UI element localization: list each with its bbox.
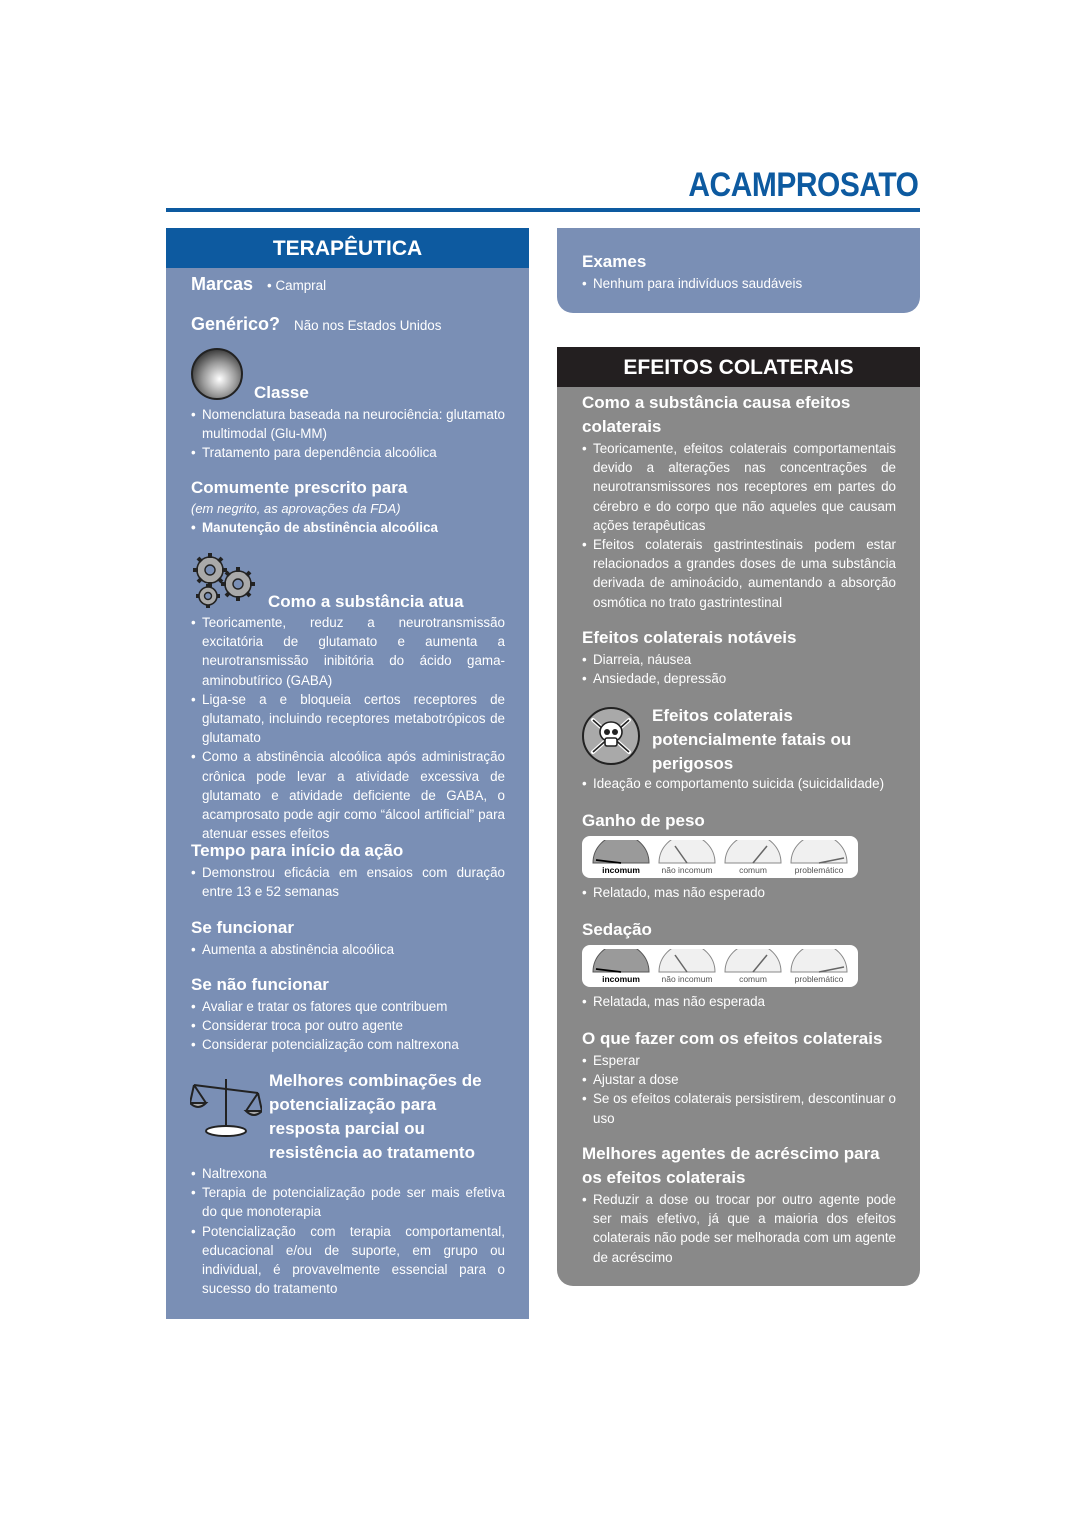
como-atua-list	[191, 613, 505, 843]
list-item: • Considerar potencialização com naltrexona	[191, 1035, 505, 1054]
como-causa-list	[582, 439, 896, 612]
skull-crossbones-icon	[581, 706, 641, 771]
se-funcionar-title: Se funcionar	[191, 918, 294, 937]
generico-value: Não nos Estados Unidos	[294, 318, 442, 333]
classe-list	[191, 405, 505, 463]
sedacao-title: Sedação	[582, 920, 652, 939]
marcas-row	[191, 272, 505, 296]
gauge-label: problemático	[794, 865, 844, 875]
gauge-label: incomum	[602, 974, 640, 984]
melhores-title-2: potencialização para	[269, 1095, 437, 1114]
gauge-label: não incomum	[661, 974, 713, 984]
classe-title: Classe	[254, 383, 309, 402]
list-item: • Manutenção de abstinência alcoólica	[191, 518, 505, 537]
melhores-title-4: resistência ao tratamento	[269, 1143, 475, 1162]
list-item: • Ajustar a dose	[582, 1070, 896, 1089]
efeitos-colaterais-panel	[557, 347, 920, 1286]
gauge-comum	[722, 840, 784, 878]
list-item: • Nomenclatura baseada na neurociência: glutamato multimodal (Glu-MM)	[191, 405, 505, 443]
list-item: • Se os efeitos colaterais persistirem, descontinuar o uso	[582, 1089, 896, 1127]
exames-list	[582, 274, 896, 293]
melhores-title-1: Melhores combinações de	[269, 1071, 482, 1090]
o-que-fazer-title: O que fazer com os efeitos colaterais	[582, 1029, 883, 1048]
title-rule	[166, 208, 920, 212]
gauge-problematico	[788, 949, 850, 987]
melhores-title-3: resposta parcial ou	[269, 1119, 425, 1138]
exames-panel	[557, 228, 920, 313]
fatais-title-2: potencialmente fatais ou	[652, 730, 852, 749]
efeitos-colaterais-header: EFEITOS COLATERAIS	[557, 347, 920, 387]
ganho-list	[582, 883, 896, 902]
gauge-label: incomum	[602, 865, 640, 875]
list-item: • Tratamento para dependência alcoólica	[191, 443, 505, 462]
sedacao-scale	[582, 945, 858, 987]
sphere-icon	[190, 347, 244, 406]
ganho-scale	[582, 836, 858, 878]
exames-title: Exames	[582, 252, 647, 271]
list-item: • Aumenta a abstinência alcoólica	[191, 940, 505, 959]
terapeutica-panel	[166, 228, 529, 1319]
generico-label: Genérico?	[191, 314, 281, 334]
gauge-label: problemático	[794, 974, 844, 984]
list-item: • Relatado, mas não esperado	[582, 883, 896, 902]
o-que-fazer-list	[582, 1051, 896, 1128]
gears-icon	[190, 550, 260, 615]
notaveis-title: Efeitos colaterais notáveis	[582, 628, 797, 647]
list-item: • Liga-se a e bloqueia certos receptores de glutamato, incluindo receptores metabotrópicos de glutamato	[191, 690, 505, 748]
comumente-list	[191, 518, 505, 537]
list-item: • Diarreia, náusea	[582, 650, 896, 669]
gauge-problematico	[788, 840, 850, 878]
notaveis-list	[582, 650, 896, 688]
agentes-title-1: Melhores agentes de acréscimo para	[582, 1144, 880, 1163]
gauge-label: não incomum	[661, 865, 713, 875]
se-nao-title: Se não funcionar	[191, 975, 329, 994]
list-item: • Avaliar e tratar os fatores que contribuem	[191, 997, 505, 1016]
gauge-nao-incomum	[656, 840, 718, 878]
list-item: • Teoricamente, reduz a neurotransmissão excitatória de glutamato e aumenta a neurotransmissão inibitória do ácido gama-aminobutírico (GABA)	[191, 613, 505, 690]
list-item: • Esperar	[582, 1051, 896, 1070]
list-item: • Potencialização com terapia comportamental, educacional e/ou de suporte, em grupo ou individual, é provavelmente essencial para o sucesso do tratamento	[191, 1222, 505, 1299]
fatais-title-3: perigosos	[652, 754, 734, 773]
generico-row	[191, 312, 505, 336]
list-item: • Demonstrou eficácia em ensaios com duração entre 13 e 52 semanas	[191, 863, 505, 901]
como-atua-title: Como a substância atua	[268, 592, 464, 611]
marcas-label: Marcas	[191, 274, 254, 294]
list-item: • Naltrexona	[191, 1164, 505, 1183]
list-item: • Considerar troca por outro agente	[191, 1016, 505, 1035]
agentes-list	[582, 1190, 896, 1267]
comumente-note: (em negrito, as aprovações da FDA)	[191, 501, 401, 516]
como-causa-title-1: Como a substância causa efeitos	[582, 393, 851, 412]
list-item: • Efeitos colaterais gastrintestinais podem estar relacionados a grandes doses de uma substância derivada de aminoácido, aumentando a absorção osmótica no trato gastrintestinal	[582, 535, 896, 612]
list-item: • Ansiedade, depressão	[582, 669, 896, 688]
ganho-title: Ganho de peso	[582, 811, 705, 830]
gauge-nao-incomum	[656, 949, 718, 987]
list-item: • Reduzir a dose ou trocar por outro agente pode ser mais efetivo, já que a maioria dos efeitos colaterais não pode ser melhorada com um agente de acréscimo	[582, 1190, 896, 1267]
list-item: • Teoricamente, efeitos colaterais comportamentais devido a alterações nas concentrações de neurotransmissores nos receptores em partes do cérebro e do corpo que não aqueles que causam ações terapêuticas	[582, 439, 896, 535]
se-funcionar-list	[191, 940, 505, 959]
tempo-list	[191, 863, 505, 901]
list-item: • Como a abstinência alcoólica após administração crônica pode levar a atividade excessiva de glutamato e atividade deficiente de GABA, o acamprosato pode agir como “álcool artificial” para atenuar esses efeitos	[191, 747, 505, 843]
list-item: • Ideação e comportamento suicida (suicidalidade)	[582, 774, 896, 793]
list-item: • Terapia de potencialização pode ser mais efetiva do que monoterapia	[191, 1183, 505, 1221]
como-causa-title-2: colaterais	[582, 417, 662, 436]
sedacao-list	[582, 992, 896, 1011]
marcas-value: • Campral	[267, 278, 327, 293]
tempo-title: Tempo para início da ação	[191, 841, 404, 860]
gauge-comum	[722, 949, 784, 987]
se-nao-list	[191, 997, 505, 1055]
list-item: • Nenhum para indivíduos saudáveis	[582, 274, 896, 293]
fatais-title-1: Efeitos colaterais	[652, 706, 793, 725]
agentes-title-2: os efeitos colaterais	[582, 1168, 746, 1187]
melhores-list	[191, 1164, 505, 1298]
page-title: ACAMPROSATO	[687, 166, 918, 204]
list-item: • Relatada, mas não esperada	[582, 992, 896, 1011]
comumente-title: Comumente prescrito para	[191, 478, 408, 497]
gauge-label: comum	[739, 974, 767, 984]
terapeutica-header: TERAPÊUTICA	[166, 228, 529, 268]
gauge-incomum	[590, 840, 652, 878]
fatais-list	[582, 774, 896, 793]
balance-scale-icon	[190, 1073, 262, 1144]
gauge-incomum	[590, 949, 652, 987]
gauge-label: comum	[739, 865, 767, 875]
